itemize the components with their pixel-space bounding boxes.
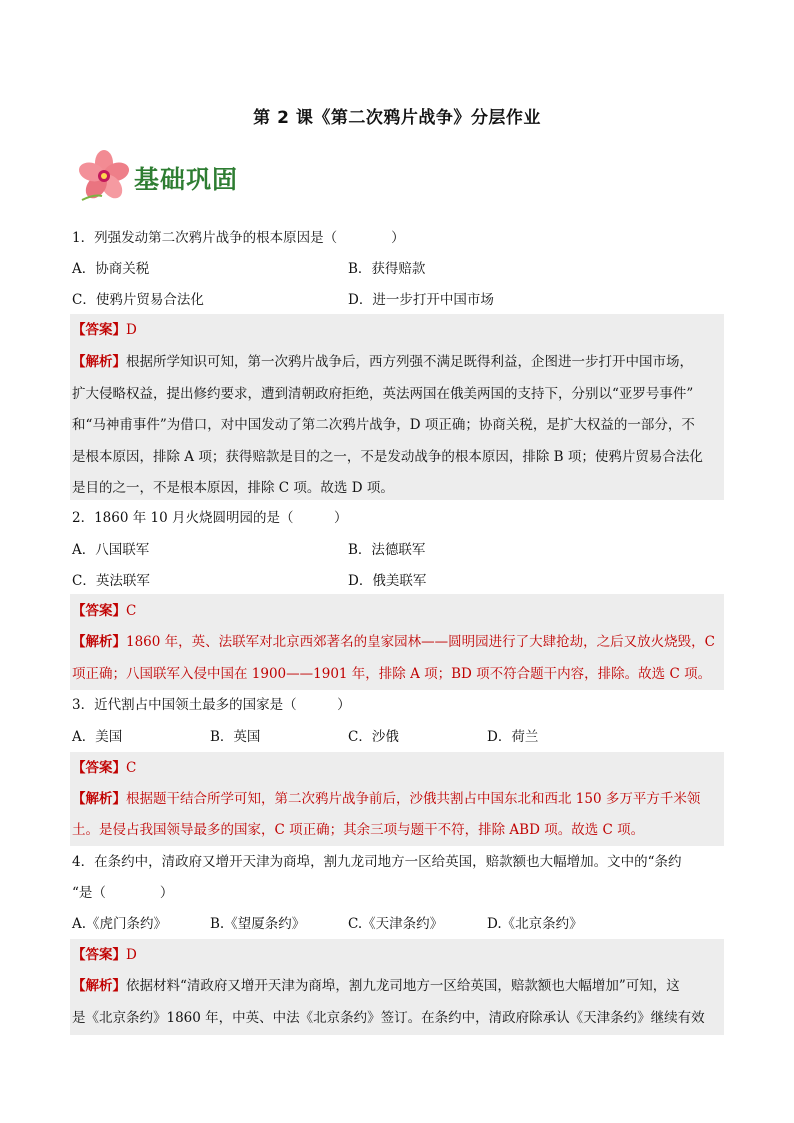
q2-analysis-line-1: 【解析】1860 年，英、法联军对北京西郊著名的皇家园林——圆明园进行了大肆抢劫，之后又放火烧毁，C [72,634,715,650]
question-4-stem-line-1: 4．在条约中，清政府又增开天津为商埠，割九龙司地方一区给英国，赔款额也大幅增加。文中的“条约 [72,854,682,870]
q1-analysis-line-3: 和“马神甫事件”为借口，对中国发动了第二次鸦片战争，D 项正确；协商关税，是扩大权益的一部分，不 [72,417,695,433]
q3-analysis-line-2: 土。是侵占我国领导最多的国家，C 项正确；其余三项与题干不符，排除 ABD 项。故选 C 项。 [72,822,645,838]
page-title: 第 2 课《第二次鸦片战争》分层作业 [253,108,541,128]
q4-option-d: D.《北京条约》 [487,916,583,932]
q4-analysis-line-1: 【解析】依据材料“清政府又增开天津为商埠，割九龙司地方一区给英国，赔款额也大幅增加”可知，这 [72,978,680,994]
q1-option-d: D．进一步打开中国市场 [348,292,494,308]
q2-answer: 【答案】C [72,603,137,619]
q3-option-a: A．美国 [72,729,123,745]
q4-option-a: A.《虎门条约》 [72,916,168,932]
q1-analysis-line-5: 是目的之一，不是根本原因，排除 C 项。故选 D 项。 [72,480,394,496]
q4-option-b: B.《望厦条约》 [210,916,306,932]
q4-option-c: C.《天津条约》 [348,916,444,932]
q1-analysis-line-2: 扩大侵略权益，提出修约要求，遭到清朝政府拒绝，英法两国在俄美两国的支持下，分别以“亚罗号事件” [72,386,694,402]
q4-analysis-line-2: 是《北京条约》1860 年，中英、中法《北京条约》签订。在条约中，清政府除承认《天津条约》继续有效 [72,1010,705,1026]
q2-option-a: A．八国联军 [72,542,150,558]
q3-analysis-line-1: 【解析】根据题干结合所学可知，第二次鸦片战争前后，沙俄共割占中国东北和西北 150 多万平方千米领 [72,791,701,807]
q3-answer: 【答案】C [72,760,137,776]
q2-option-b: B．法德联军 [348,542,426,558]
q3-option-c: C．沙俄 [348,729,399,745]
section-title: 基础巩固 [134,165,239,194]
question-4-stem-line-2: “是（ ） [72,885,174,901]
question-1-stem: 1．列强发动第二次鸦片战争的根本原因是（ ） [72,230,405,246]
q1-answer: 【答案】D [72,322,137,338]
q4-answer: 【答案】D [72,947,137,963]
q1-option-a: A．协商关税 [72,261,150,277]
q3-option-d: D．荷兰 [487,729,539,745]
question-3-stem: 3．近代割占中国领土最多的国家是（ ） [72,697,351,713]
q1-option-c: C．使鸦片贸易合法化 [72,292,204,308]
question-2-stem: 2．1860 年 10 月火烧圆明园的是（ ） [72,510,348,526]
q1-option-b: B．获得赔款 [348,261,426,277]
flower-icon [76,150,134,206]
q1-answer-block [70,314,724,500]
q2-analysis-line-2: 项正确；八国联军入侵中国在 1900——1901 年，排除 A 项；BD 项不符合题干内容，排除。故选 C 项。 [72,666,712,682]
q1-analysis-line-1: 【解析】根据所学知识可知，第一次鸦片战争后，西方列强不满足既得利益，企图进一步打开中国市场， [72,354,693,370]
q1-analysis-line-4: 是根本原因，排除 A 项；获得赔款是目的之一，不是发动战争的根本原因，排除 B 项；使鸦片贸易合法化 [72,449,703,465]
q2-option-d: D．俄美联军 [348,573,427,589]
q3-option-b: B．英国 [210,729,261,745]
q2-option-c: C．英法联军 [72,573,150,589]
section-header [76,150,296,206]
